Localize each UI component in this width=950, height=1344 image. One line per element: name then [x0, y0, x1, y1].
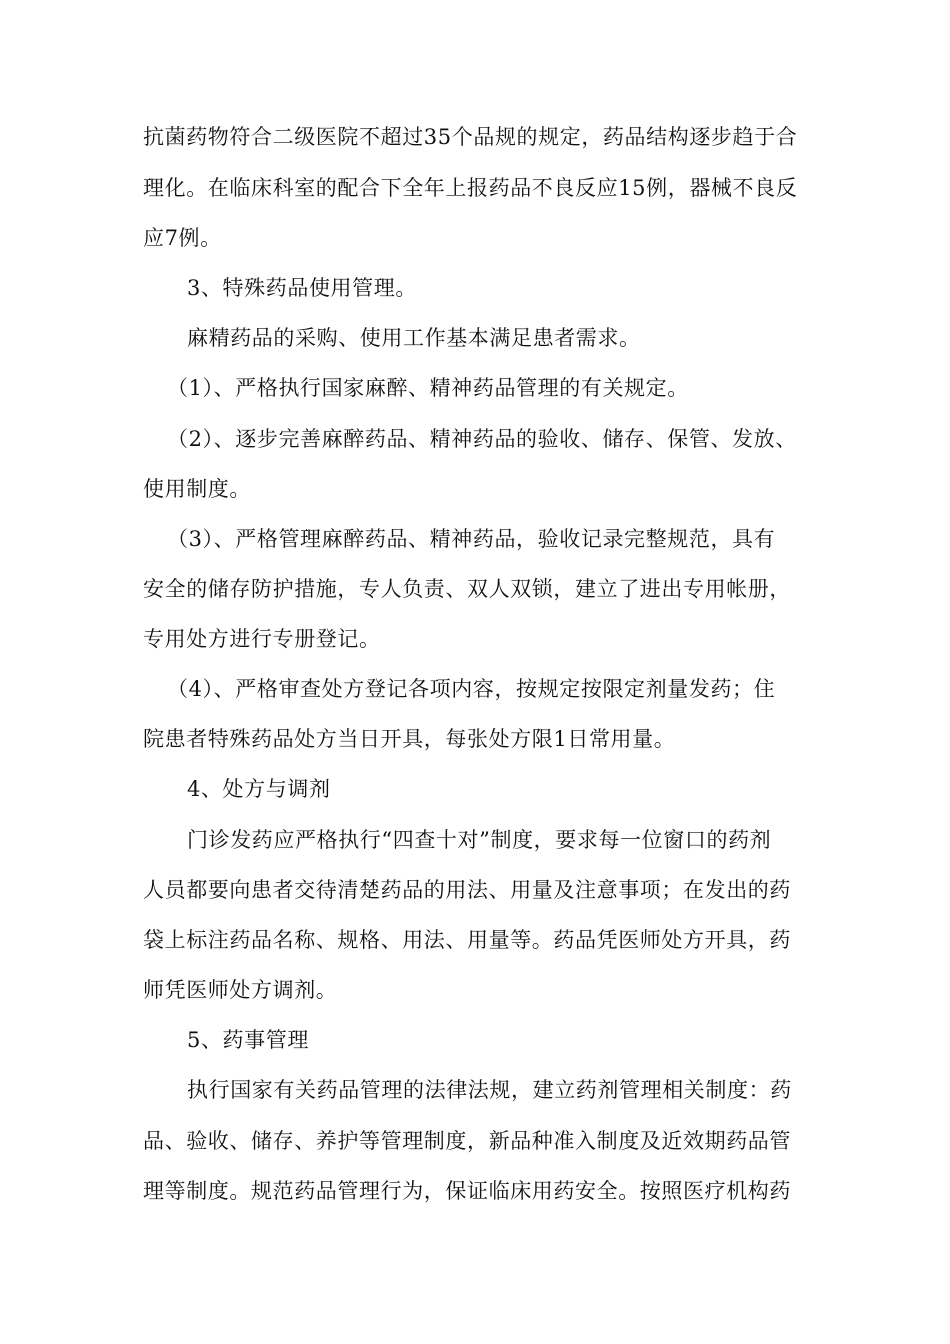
text-line: 院患者特殊药品处方当日开具，每张处方限1日常用量。 — [143, 727, 676, 751]
text-line: 品、验收、储存、养护等管理制度，新品种准入制度及近效期药品管 — [143, 1129, 791, 1153]
list-item: （1）、严格执行国家麻醉、精神药品管理的有关规定。 — [167, 376, 689, 400]
section-heading: 3、特殊药品使用管理。 — [187, 276, 417, 300]
section-heading: 4、处方与调剂 — [187, 777, 331, 801]
list-item: （3）、严格管理麻醉药品、精神药品，验收记录完整规范，具有 — [167, 527, 776, 551]
text-line: 抗菌药物符合二级医院不超过35个品规的规定，药品结构逐步趋于合 — [143, 125, 798, 149]
text-line: 麻精药品的采购、使用工作基本满足患者需求。 — [187, 326, 641, 350]
text-line: 理等制度。规范药品管理行为，保证临床用药安全。按照医疗机构药 — [143, 1179, 791, 1203]
text-line: 师凭医师处方调剂。 — [143, 978, 338, 1002]
text-line: 专用处方进行专册登记。 — [143, 627, 381, 651]
list-item: （2）、逐步完善麻醉药品、精神药品的验收、储存、保管、发放、 — [167, 427, 797, 451]
text-line: 门诊发药应严格执行“四查十对”制度，要求每一位窗口的药剂 — [187, 828, 772, 852]
text-line: 理化。在临床科室的配合下全年上报药品不良反应15例，器械不良反 — [143, 176, 798, 200]
text-line: 应7例。 — [143, 226, 222, 250]
text-line: 安全的储存防护措施，专人负责、双人双锁，建立了进出专用帐册， — [143, 577, 791, 601]
text-line: 执行国家有关药品管理的法律法规，建立药剂管理相关制度：药 — [187, 1078, 792, 1102]
list-item: （4）、严格审查处方登记各项内容，按规定按限定剂量发药；住 — [167, 677, 776, 701]
text-line: 人员都要向患者交待清楚药品的用法、用量及注意事项；在发出的药 — [143, 878, 791, 902]
section-heading: 5、药事管理 — [187, 1028, 309, 1052]
text-line: 使用制度。 — [143, 477, 251, 501]
text-line: 袋上标注药品名称、规格、用法、用量等。药品凭医师处方开具，药 — [143, 928, 791, 952]
